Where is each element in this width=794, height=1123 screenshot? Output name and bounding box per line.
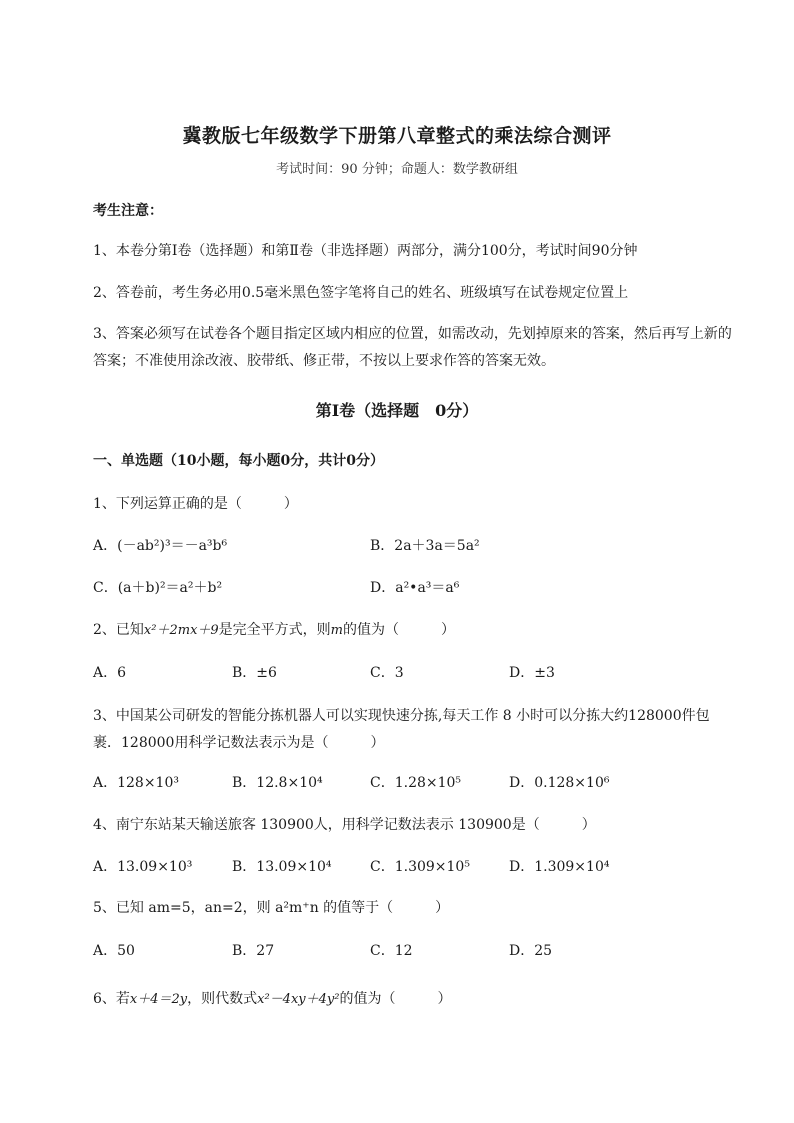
question-4-option-d: D．1.309×10⁴ (509, 859, 610, 875)
question-3-option-a: A．128×10³ (93, 775, 179, 791)
question-3-option-c: C．1.28×10⁵ (370, 775, 462, 791)
notice-item-2: 2、答卷前，考生务必用0.5毫米黑色签字笔将自己的姓名、班级填写在试卷规定位置上 (93, 285, 629, 301)
exam-info: 考试时间：90 分钟；命题人：数学教研组 (276, 162, 518, 177)
question-2-stem-prefix: 2、已知 (93, 622, 144, 638)
question-3-option-d: D．0.128×10⁶ (509, 775, 610, 791)
question-1-option-a: A．(－ab²)³＝－a³b⁶ (93, 538, 228, 554)
question-6-stem (93, 988, 451, 1008)
question-3-option-b: B．12.8×10⁴ (232, 775, 323, 791)
question-5-option-d: D．25 (509, 943, 553, 959)
question-2-expression: x²＋2mx＋9 (143, 623, 219, 638)
question-6-stem-suffix: 的值为（ ） (339, 991, 452, 1007)
question-6-condition: x＋4＝2y (129, 992, 188, 1007)
question-1-option-c: C．(a＋b)²＝a²＋b² (93, 580, 223, 596)
question-1-option-d: D．a²•a³＝a⁶ (370, 580, 460, 596)
notice-item-3: 3、答案必须写在试卷各个题目指定区域内相应的位置，如需改动，先划掉原来的答案，然后再写上新的答案；不准使用涂改液、胶带纸、修正带，不按以上要求作答的答案无效。 (93, 326, 732, 369)
question-1-option-b: B．2a＋3a＝5a² (370, 538, 480, 554)
section-title: 第Ⅰ卷（选择题 0分） (315, 401, 479, 420)
notice-title: 考生注意： (93, 203, 163, 219)
page-title: 冀教版七年级数学下册第八章整式的乘法综合测评 (182, 125, 612, 147)
question-1-stem: 1、下列运算正确的是（ ） (93, 496, 298, 512)
question-3-stem: 3、中国某公司研发的智能分拣机器人可以实现快速分拣,每天工作 8 小时可以分拣大约128000件包裹．128000用科学记数法表示为是（ ） (93, 708, 710, 751)
question-4-stem: 4、南宁东站某天输送旅客 130900人，用科学记数法表示 130900是（ ） (93, 817, 596, 833)
question-2-stem (93, 619, 455, 639)
part-title: 一、单选题（10小题，每小题0分，共计0分） (93, 453, 384, 469)
question-5-option-b: B．27 (232, 943, 275, 959)
question-4-option-b: B．13.09×10⁴ (232, 859, 332, 875)
question-2-option-a: A．6 (93, 665, 127, 681)
question-4-option-a: A．13.09×10³ (93, 859, 193, 875)
question-2-option-b: B．±6 (232, 665, 277, 681)
question-2-option-c: C．3 (370, 665, 404, 681)
notice-item-1: 1、本卷分第Ⅰ卷（选择题）和第Ⅱ卷（非选择题）两部分，满分100分，考试时间90分钟 (93, 243, 638, 259)
question-2-stem-suffix: 的值为（ ） (343, 622, 455, 638)
question-4-option-c: C．1.309×10⁵ (370, 859, 470, 875)
question-2-option-d: D．±3 (509, 665, 555, 681)
question-5-option-c: C．12 (370, 943, 413, 959)
question-2-variable: m (330, 623, 343, 638)
question-2-stem-mid: 是完全平方式，则 (218, 622, 331, 638)
question-5-stem: 5、已知 am=5，an=2，则 a²m⁺n 的值等于（ ） (93, 900, 450, 916)
question-6-expression: x²－4xy＋4y² (257, 992, 340, 1007)
question-6-stem-mid: ，则代数式 (187, 991, 258, 1007)
question-5-option-a: A．50 (93, 943, 135, 959)
question-6-stem-prefix: 6、若 (93, 991, 130, 1007)
